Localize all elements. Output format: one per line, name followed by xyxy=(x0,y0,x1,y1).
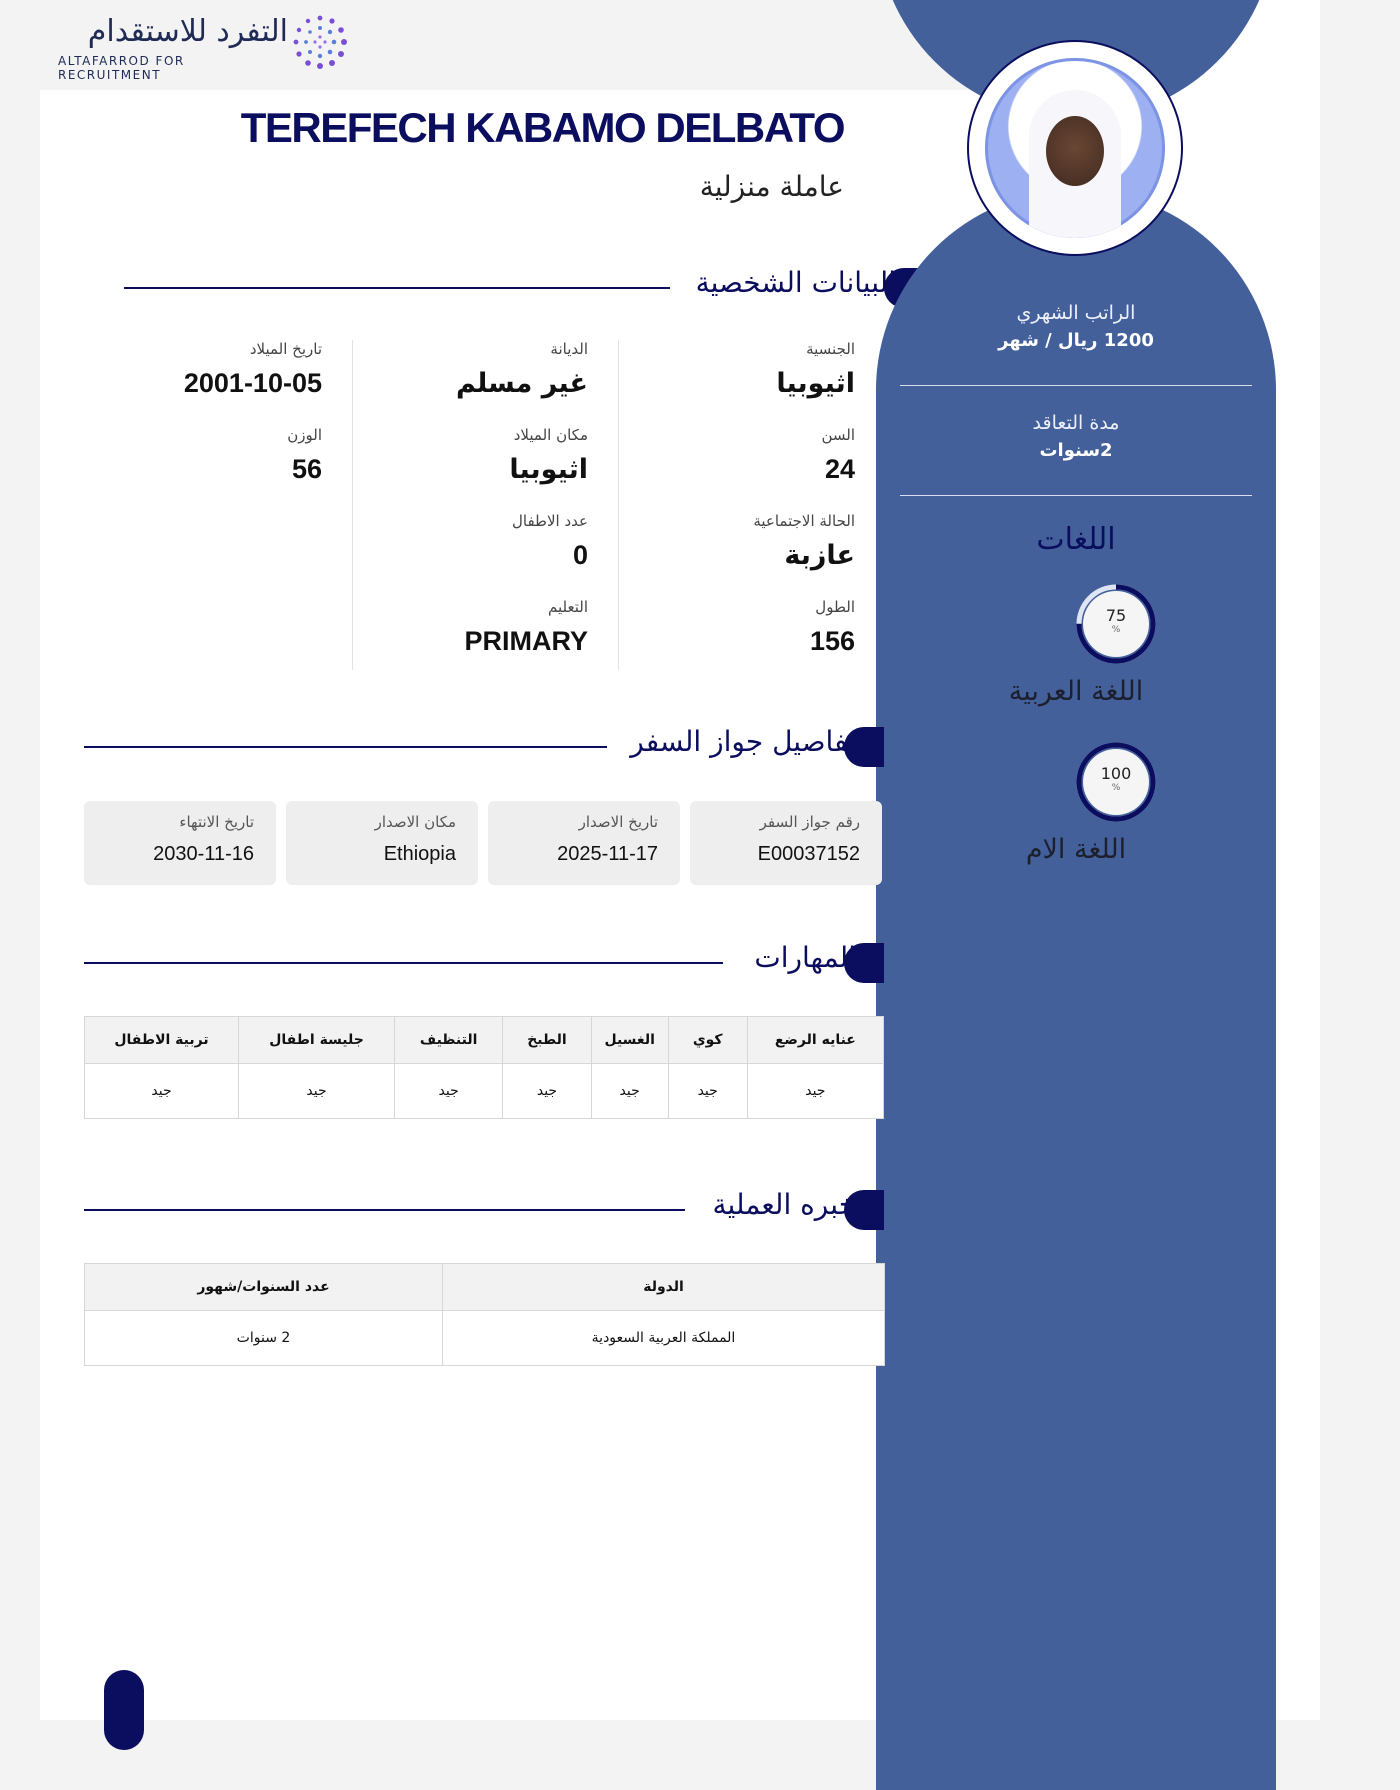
brand-name-ar: التفرد للاستقدام xyxy=(87,14,288,49)
table-cell: جيد xyxy=(395,1064,503,1119)
table-header-cell: الطبخ xyxy=(503,1017,591,1064)
salary-value: 1200 ريال / شهر xyxy=(998,330,1154,351)
worker-name: TEREFECH KABAMO DELBATO xyxy=(240,104,844,151)
language-name: اللغة العربية xyxy=(1008,676,1144,707)
field-label: الوزن xyxy=(287,426,322,444)
card-label: تاريخ الاصدار xyxy=(578,813,658,831)
table-header-cell: التنظيف xyxy=(395,1017,503,1064)
card-label: رقم جواز السفر xyxy=(759,813,860,831)
field-value: عازبة xyxy=(784,540,855,571)
right-margin xyxy=(1320,0,1360,1720)
field-value: 2001-10-05 xyxy=(183,368,322,398)
field-value: 0 xyxy=(572,540,588,570)
table-header-cell: الغسيل xyxy=(591,1017,668,1064)
table-cell: 2 سنوات xyxy=(85,1311,443,1366)
table-header-cell: عنايه الرضع xyxy=(747,1017,883,1064)
column-divider xyxy=(618,340,619,670)
field-value: 156 xyxy=(809,626,855,656)
field-value: غير مسلم xyxy=(455,368,588,399)
salary-block xyxy=(900,302,1252,351)
table-cell: جيد xyxy=(85,1064,239,1119)
section-title: البيانات الشخصية xyxy=(695,266,896,299)
table-cell: جيد xyxy=(747,1064,883,1119)
table-header-cell: كوي xyxy=(668,1017,747,1064)
field-value: 56 xyxy=(291,454,322,484)
table-header-cell: جليسة اطفال xyxy=(239,1017,395,1064)
column-divider xyxy=(352,340,353,670)
table-cell: جيد xyxy=(668,1064,747,1119)
table-cell: جيد xyxy=(591,1064,668,1119)
personal-col-3 xyxy=(82,340,322,512)
passport-card-issue-date xyxy=(488,801,680,885)
language-name: اللغة الام xyxy=(1025,834,1127,865)
photo-face xyxy=(1046,116,1104,186)
field-label: السن xyxy=(821,426,855,444)
personal-col-1 xyxy=(615,340,855,684)
field-label: مكان الميلاد xyxy=(513,426,588,444)
table-row xyxy=(85,1064,884,1119)
footer-decoration xyxy=(104,1670,144,1750)
passport-card-issue-place xyxy=(286,801,478,885)
language-percent: 100 xyxy=(1100,764,1132,783)
language-gauge-native xyxy=(1076,742,1156,822)
gauge-center xyxy=(1083,591,1149,657)
section-skills-heading xyxy=(84,941,884,985)
experience-table xyxy=(84,1263,885,1366)
section-divider xyxy=(84,962,723,964)
field-label: عدد الاطفال xyxy=(512,512,588,530)
contract-value: 2سنوات xyxy=(1039,440,1113,461)
table-cell: المملكة العربية السعودية xyxy=(443,1311,885,1366)
section-divider xyxy=(84,1209,685,1211)
personal-col-2 xyxy=(348,340,588,684)
brand-logo xyxy=(58,14,348,82)
card-value: 2030-11-16 xyxy=(153,843,254,865)
card-value: E00037152 xyxy=(757,843,860,865)
field-label: الطول xyxy=(815,598,855,616)
section-passport-heading xyxy=(84,725,884,769)
card-label: مكان الاصدار xyxy=(374,813,456,831)
profile-photo xyxy=(985,58,1165,238)
passport-card-expiry xyxy=(84,801,276,885)
table-header-cell: عدد السنوات/شهور xyxy=(85,1264,443,1311)
passport-card-number xyxy=(690,801,882,885)
section-title: المهارات xyxy=(754,941,856,974)
field-value: 24 xyxy=(824,454,855,484)
table-row xyxy=(85,1311,885,1366)
table-cell: جيد xyxy=(239,1064,395,1119)
card-label: تاريخ الانتهاء xyxy=(179,813,254,831)
table-header-row xyxy=(85,1264,885,1311)
brand-name-en: ALTAFARROD FOR RECRUITMENT xyxy=(58,54,185,82)
percent-sign: % xyxy=(1111,783,1121,793)
section-divider xyxy=(124,287,670,289)
section-title: تفاصيل جواز السفر xyxy=(630,725,856,758)
languages-title: اللغات xyxy=(1036,522,1116,557)
card-value: 2025-11-17 xyxy=(557,843,658,865)
skills-table xyxy=(84,1016,884,1119)
language-gauge-arabic xyxy=(1076,584,1156,664)
field-value: اثيوبيا xyxy=(776,368,855,399)
table-header-cell: الدولة xyxy=(443,1264,885,1311)
sidebar-divider xyxy=(900,385,1252,386)
gauge-center xyxy=(1083,749,1149,815)
card-value: Ethiopia xyxy=(383,843,456,865)
sidebar-divider xyxy=(900,495,1252,496)
section-title: خبره العملية xyxy=(712,1188,856,1221)
contract-label: مدة التعاقد xyxy=(1032,412,1120,434)
section-divider xyxy=(84,746,607,748)
section-experience-heading xyxy=(84,1188,884,1232)
field-label: الجنسية xyxy=(806,340,855,358)
field-label: الديانة xyxy=(550,340,588,358)
field-label: الحالة الاجتماعية xyxy=(753,512,855,530)
language-percent: 75 xyxy=(1105,606,1127,625)
field-value: PRIMARY xyxy=(464,626,588,656)
table-header-row xyxy=(85,1017,884,1064)
job-title: عاملة منزلية xyxy=(699,170,844,203)
dotted-circle-logo-icon xyxy=(292,14,348,70)
table-cell: جيد xyxy=(503,1064,591,1119)
field-label: التعليم xyxy=(548,598,588,616)
table-header-cell: تربية الاطفال xyxy=(85,1017,239,1064)
field-value: اثيوبيا xyxy=(509,454,588,485)
field-label: تاريخ الميلاد xyxy=(249,340,322,358)
contract-block xyxy=(900,412,1252,461)
percent-sign: % xyxy=(1111,625,1121,635)
section-personal-heading xyxy=(124,266,924,310)
salary-label: الراتب الشهري xyxy=(1016,302,1136,324)
